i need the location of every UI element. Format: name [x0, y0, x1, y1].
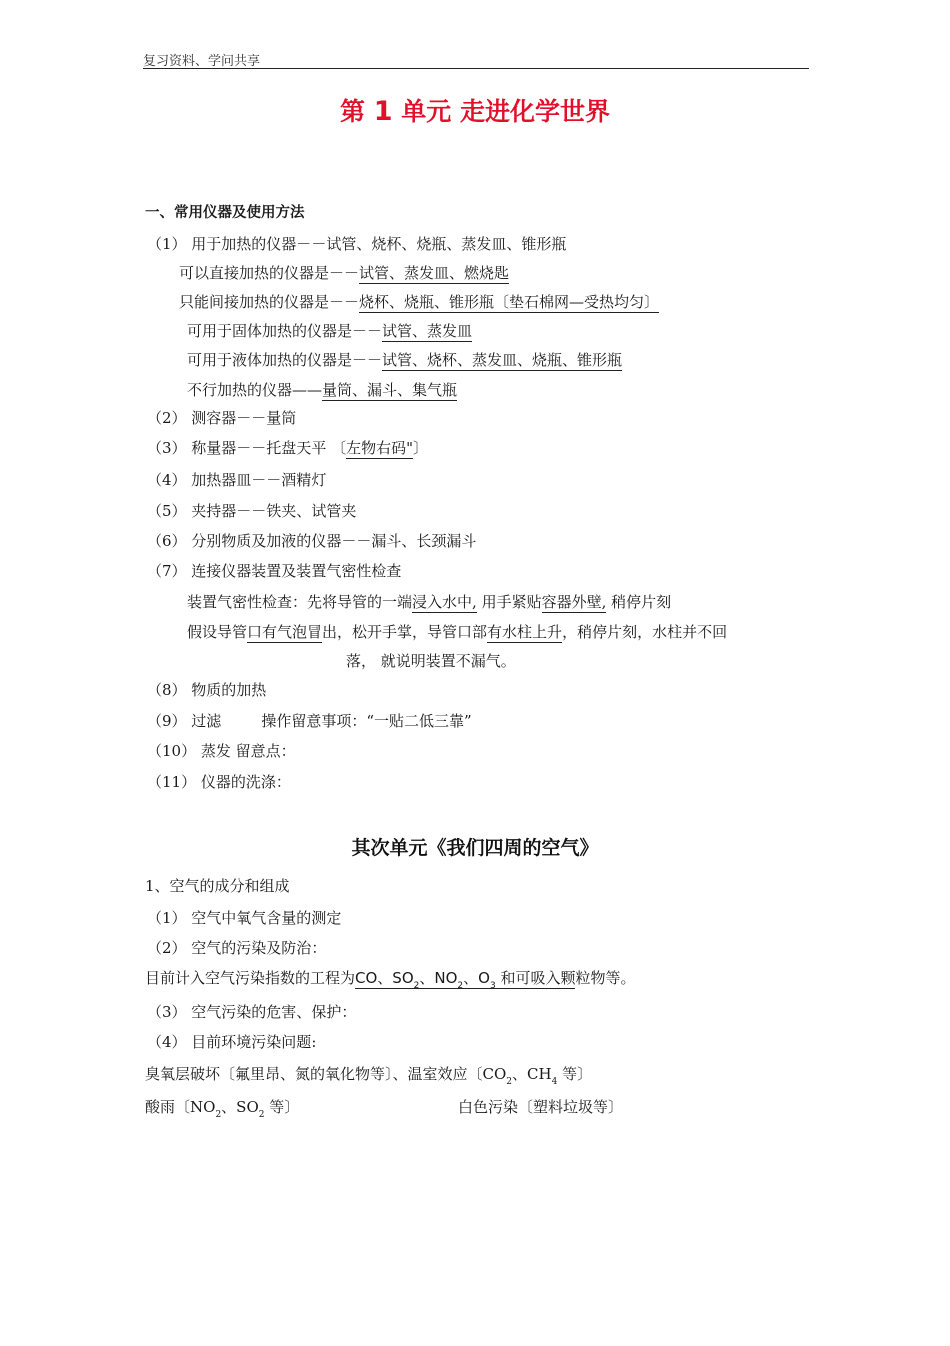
environmental-problems: （4） 目前环境污染问题: [147, 1033, 317, 1051]
item-separation: （6） 分别物质及加液的仪器－－漏斗、长颈漏斗 [147, 532, 477, 550]
title-number: 1 [373, 96, 393, 127]
item-filtration: （9） 过滤 操作留意事项：“一贴二低三靠” [147, 712, 472, 730]
unit-2-title: 其次单元《我们四周的空气》 [351, 837, 599, 859]
item-direct-heating: 可以直接加热的仪器是－－试管、蒸发皿、燃烧匙 [179, 264, 510, 282]
item-connection: （7） 连接仪器装置及装置气密性检查 [147, 562, 402, 580]
title-prefix: 第 [340, 97, 374, 126]
item-washing: （11） 仪器的洗涤： [147, 773, 291, 791]
header-rule [143, 68, 809, 69]
item-solid-heating: 可用于固体加热的仪器是－－试管、蒸发皿 [187, 322, 473, 340]
title-suffix: 单元 走进化学世界 [392, 97, 610, 126]
item-measuring: （2） 测容器－－量筒 [147, 409, 297, 427]
air-composition: 1、空气的成分和组成 [145, 877, 290, 895]
acid-rain: 酸雨〔$NO_2$、$SO_2$ 等〕 [145, 1098, 300, 1120]
pollution-hazards: （3） 空气污染的危害、保护： [147, 1003, 357, 1021]
item-holder: （5） 夹持器－－铁夹、试管夹 [147, 502, 357, 520]
item-liquid-heating: 可用于液体加热的仪器是－－试管、烧杯、蒸发皿、烧瓶、锥形瓶 [187, 351, 623, 369]
item-heating-substance: （8） 物质的加热 [147, 681, 267, 699]
airtightness-check-line-1: 装置气密性检查：先将导管的一端浸入水中, 用手紧贴容器外壁, 稍停片刻 [187, 593, 672, 611]
item-evaporation: （10） 蒸发 留意点： [147, 742, 296, 760]
ozone-greenhouse-line: 臭氧层破坏〔氟里昂、氮的氧化物等〕、温室效应〔$CO_2$、$CH_4$ 等〕 [145, 1065, 593, 1087]
oxygen-measurement: （1） 空气中氧气含量的测定 [147, 909, 342, 927]
page-header-text: 复习资料、学问共享 [143, 54, 261, 69]
item-not-heatable: 不行加热的仪器——量筒、漏斗、集气瓶 [187, 381, 458, 399]
item-heater: （4） 加热器皿－－酒精灯 [147, 471, 327, 489]
section-heading-instruments: 一、常用仪器及使用方法 [145, 205, 305, 221]
airtightness-check-line-2: 假设导管口有气泡冒出，松开手掌，导管口部有水柱上升，稍停片刻，水柱并不回 [187, 623, 728, 641]
white-pollution: 白色污染〔塑料垃圾等〕 [458, 1098, 624, 1116]
unit-1-title [0, 92, 950, 128]
air-pollution-index-items: 目前计入空气污染指数的工程为CO、$SO_2$、$NO_2$、$O_3$ 和可吸入颗粒物等。 [145, 969, 636, 991]
item-heating-instruments: （1） 用于加热的仪器－－试管、烧杯、烧瓶、蒸发皿、锥形瓶 [147, 235, 567, 253]
item-indirect-heating: 只能间接加热的仪器是－－烧杯、烧瓶、锥形瓶〔垫石棉网—受热均匀〕 [179, 293, 660, 311]
airtightness-check-line-3: 落， 就说明装置不漏气。 [346, 652, 516, 670]
item-weighing: （3） 称量器－－托盘天平 〔左物右码"〕 [147, 439, 429, 457]
air-pollution-prevention: （2） 空气的污染及防治： [147, 939, 327, 957]
